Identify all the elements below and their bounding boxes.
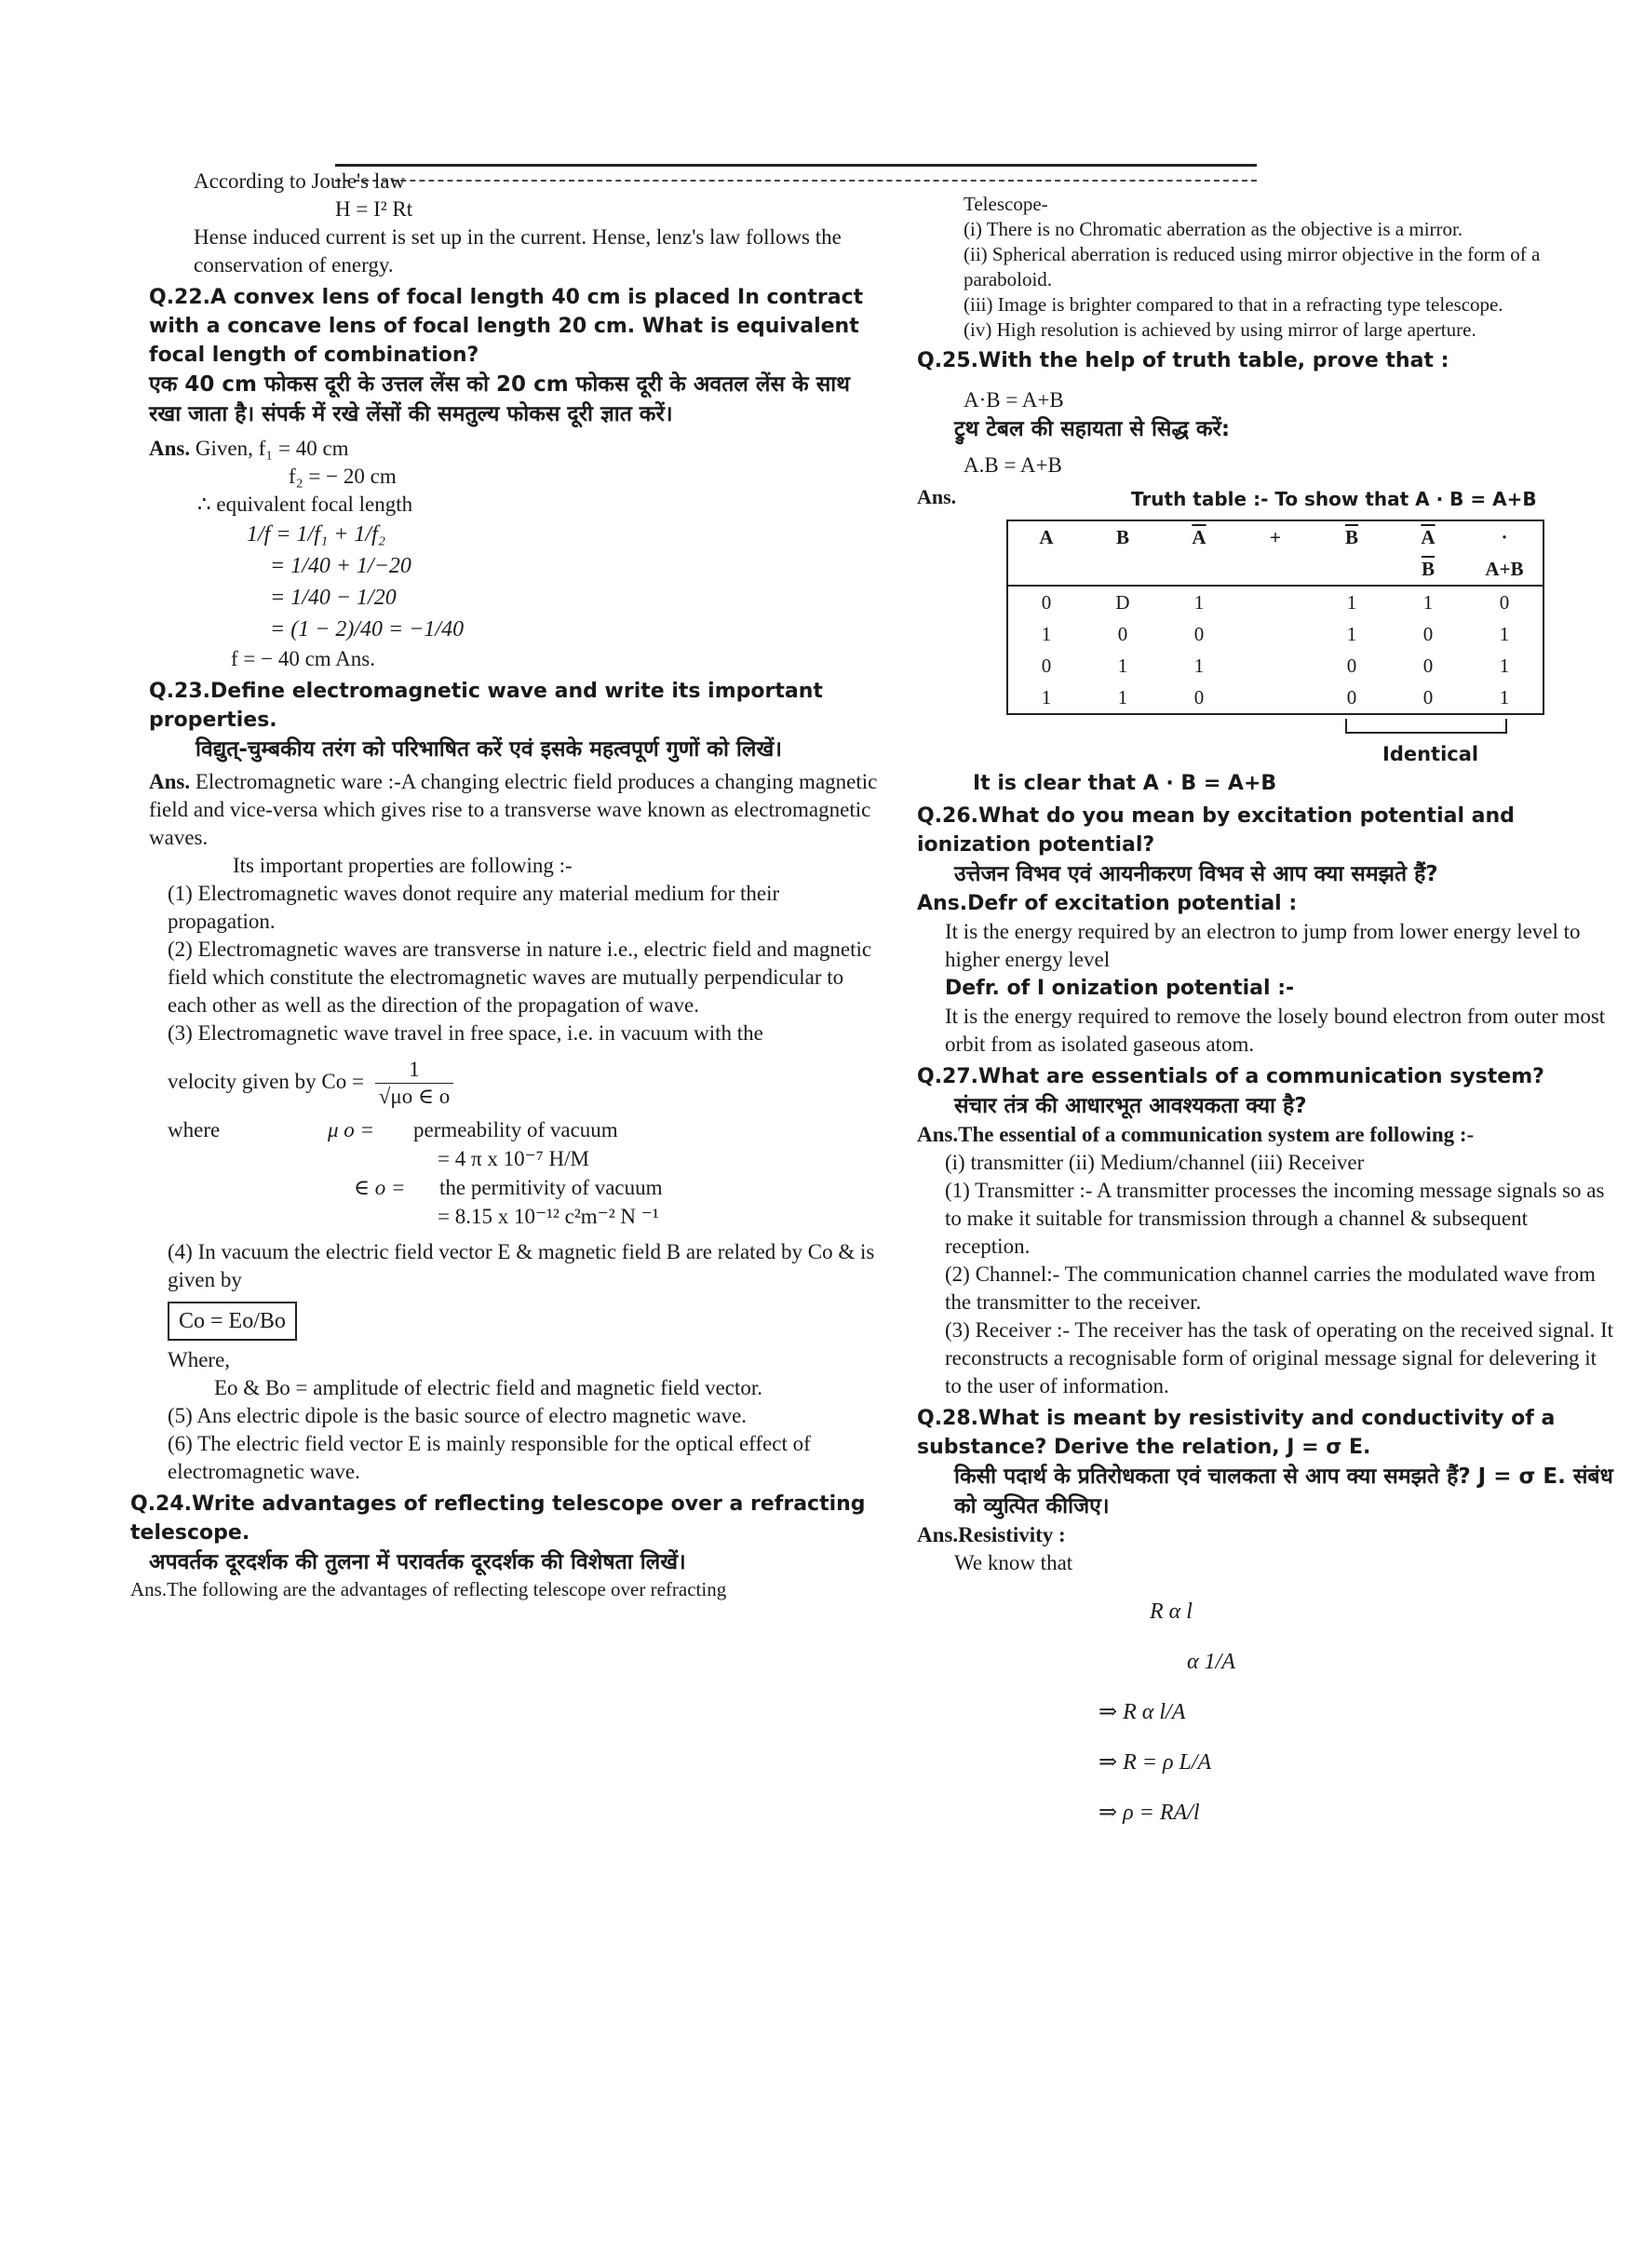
table-cell: 0 — [1346, 685, 1357, 709]
table-cell: D — [1115, 590, 1130, 614]
telescope-adv-2: (ii) Spherical aberration is reduced using mirror objective in the form of a paraboloid. — [964, 243, 1541, 290]
resist-step-5: ⇒ ρ = RA/l — [1099, 1801, 1200, 1825]
q27-hindi: संचार तंत्र की आधारभूत आवश्यकता क्या है? — [954, 1094, 1307, 1118]
ans-label: Ans. — [917, 485, 957, 508]
table-row — [1007, 650, 1543, 682]
lens-result: f = − 40 cm Ans. — [231, 647, 375, 670]
q23-hindi: विद्युत्-चुम्बकीय तरंग को परिभाषित करें एवं इसके महत्वपूर्ण गुणों को लिखें। — [195, 737, 783, 762]
table-cell: 0 — [1193, 622, 1205, 645]
table-cell — [1237, 650, 1314, 682]
q22-given — [149, 435, 884, 463]
table-cell: 1 — [1346, 622, 1357, 645]
prop-3: (3) Electromagnetic wave travel in free space, i.e. in vacuum with the — [168, 1021, 763, 1045]
truth-table-body — [1007, 586, 1543, 714]
ans-label: Ans. — [149, 437, 191, 460]
table-cell — [1237, 618, 1314, 650]
lens-step-3: = 1/40 − 1/20 — [270, 586, 397, 610]
mu-definition: permeability of vacuum — [413, 1118, 618, 1141]
header-plus: + — [1270, 525, 1281, 548]
truth-table-header — [1007, 520, 1543, 553]
table-cell: 1 — [1346, 590, 1357, 614]
header-b: B — [1115, 525, 1129, 548]
ionization-def: It is the energy required to remove the losely bound electron from outer most orbit from as isolated gaseous atom. — [945, 1005, 1606, 1056]
fraction-num: 1 — [375, 1057, 453, 1084]
ionization-title: Defr. of I onization potential :- — [945, 977, 1295, 1000]
left-column — [130, 168, 884, 1602]
right-column — [917, 192, 1615, 1829]
transmitter-def: (1) Transmitter :- A transmitter processes the incoming message signals so as to make it suitable for transmission through a channel & subsequent reception. — [945, 1179, 1605, 1258]
q25-title: Q.25.With the help of truth table, prove that : — [917, 349, 1449, 372]
table-cell: 0 — [1499, 590, 1510, 614]
q27-title: Q.27.What are essentials of a communication system? — [917, 1065, 1544, 1088]
where2-label: Where, — [168, 1348, 231, 1371]
table-cell: 0 — [1422, 654, 1434, 677]
table-cell: 1 — [1117, 685, 1128, 709]
velocity-fraction — [375, 1057, 453, 1110]
q27-list: (i) transmitter (ii) Medium/channel (iii) Receiver — [945, 1151, 1365, 1174]
co-box-row — [149, 1302, 884, 1341]
we-know: We know that — [954, 1551, 1073, 1574]
q25-expr2: A.B = A+B — [964, 453, 1062, 477]
intro-text: Hense induced current is set up in the current. Hense, lenz's law follows the conservation of energy. — [194, 225, 842, 277]
prop-5: (5) Ans electric dipole is the basic source of electro magnetic wave. — [168, 1404, 748, 1427]
mu-value: = 4 π x 10⁻⁷ H/M — [438, 1147, 589, 1170]
eps-row — [149, 1173, 884, 1203]
props-intro: Its important properties are following :- — [233, 854, 573, 877]
given-f1: Given, f₁ = 40 cm — [195, 437, 349, 460]
resist-step-2: α 1/A — [1187, 1650, 1235, 1674]
given-f2: f₂ = − 20 cm — [289, 465, 397, 488]
q23-title: Q.23.Define electromagnetic wave and write its important properties. — [149, 680, 823, 732]
table-cell: 0 — [1193, 685, 1205, 709]
q26-hindi: उत्तेजन विभव एवं आयनीकरण विभव से आप क्या समझते हैं? — [954, 862, 1438, 886]
em-def-text: Electromagnetic ware :-A changing electric field produces a changing magnetic field and vice-versa which gives rise to a transverse wave known as electromagnetic waves. — [149, 770, 878, 849]
resist-step-3: ⇒ R α l/A — [1099, 1700, 1186, 1724]
joule-formula: H = I² Rt — [335, 197, 413, 221]
truth-table-subheader — [1007, 553, 1543, 586]
table-row — [1007, 682, 1543, 714]
table-cell: 1 — [1499, 654, 1510, 677]
telescope-adv-1: (i) There is no Chromatic aberration as the objective is a mirror. — [964, 218, 1463, 240]
header-b-bar-2: $\overline{B}$ — [1390, 553, 1466, 586]
resist-step-1: R α l — [1150, 1600, 1193, 1624]
velocity-label: velocity given by Co = — [168, 1069, 364, 1093]
header-a-plus-b: A+B — [1466, 553, 1543, 586]
q25-expr: A·B = A+B — [964, 388, 1064, 412]
table-cell: 1 — [1422, 590, 1434, 614]
telescope-adv-4: (iv) High resolution is achieved by using mirror of large aperture. — [964, 318, 1476, 341]
mu-row — [149, 1115, 884, 1145]
where-label: where — [168, 1118, 221, 1141]
amplitude-line: Eo & Bo = amplitude of electric field and magnetic field vector. — [214, 1376, 763, 1399]
table-cell — [1237, 586, 1314, 618]
header-a: A — [1039, 525, 1054, 548]
header-dot: · — [1501, 525, 1508, 548]
table-cell: 0 — [1422, 622, 1434, 645]
table-cell: 0 — [1117, 622, 1128, 645]
tt-caption-row — [917, 485, 1615, 514]
table-cell — [1237, 682, 1314, 714]
table-cell: 1 — [1117, 654, 1128, 677]
q26-ans: Ans.Defr of excitation potential : — [917, 892, 1298, 915]
header-b-bar: $\overline{B}$ — [1344, 525, 1358, 548]
eps-value: = 8.15 x 10⁻¹² c²m⁻² N ⁻¹ — [438, 1205, 659, 1228]
prop-2: (2) Electromagnetic waves are transverse in nature i.e., electric field and magnetic field which constitute the electromagnetic waves are mutually perpendicular to each other as well as the direction of the propagation of wave. — [168, 938, 872, 1017]
table-row — [1007, 586, 1543, 618]
excitation-def: It is the energy required by an electron to jump from lower energy level to higher energy level — [945, 920, 1581, 971]
header-a-bar: $\overline{A}$ — [1192, 525, 1206, 548]
prop-6: (6) The electric field vector E is mainly responsible for the optical effect of electromagnetic wave. — [168, 1432, 811, 1483]
lens-step-4: = (1 − 2)/40 = −1/40 — [270, 617, 465, 641]
q25-hindi: ट्रुथ टेबल की सहायता से सिद्ध करें: — [954, 417, 1231, 441]
q28-title: Q.28.What is meant by resistivity and conductivity of a substance? Derive the relation, J = σ E. — [917, 1407, 1556, 1459]
table-cell: 1 — [1193, 590, 1205, 614]
prop-4: (4) In vacuum the electric field vector E & magnetic field B are related by Co & is given by — [168, 1240, 875, 1291]
telescope-label: Telescope- — [964, 193, 1048, 215]
prop-1: (1) Electromagnetic waves donot require any material medium for their propagation. — [168, 882, 780, 933]
fraction-den: √μo ∈ o — [378, 1085, 451, 1108]
receiver-def: (3) Receiver :- The receiver has the task of operating on the received signal. It reconstructs a recognisable form of original message signal for delevering it to the user of information. — [945, 1318, 1614, 1397]
q28-hindi: किसी पदार्थ के प्रतिरोधकता एवं चालकता से आप क्या समझते हैं? J = σ E. संबंध को व्युत्पित कीजिए। — [954, 1465, 1613, 1519]
intro-line: According to Joule's law — [194, 169, 406, 193]
equiv-label: ∴ equivalent focal length — [197, 493, 413, 516]
table-cell: 1 — [1193, 654, 1205, 677]
mu-symbol: μ o = — [328, 1118, 375, 1141]
identical-bracket — [1345, 719, 1507, 734]
q24-ans: Ans.The following are the advantages of reflecting telescope over refracting — [130, 1578, 727, 1600]
truth-table — [1006, 520, 1544, 715]
truth-table-caption: Truth table :- To show that A · B = A+B — [1131, 488, 1537, 510]
resist-step-4: ⇒ R = ρ L/A — [1099, 1750, 1212, 1775]
table-row — [1007, 618, 1543, 650]
q22-title: Q.22.A convex lens of focal length 40 cm is placed In contract with a concave lens of focal length 20 cm. What is equivalent focal length of combination? — [149, 286, 864, 367]
q27-ans: Ans.The essential of a communication system are following :- — [917, 1123, 1475, 1146]
q22-hindi: एक 40 cm फोकस दूरी के उत्तल लेंस को 20 cm फोकस दूरी के अवतल लेंस के साथ रखा जाता है। संपर्क में रखे लेंसों की समतुल्य फोकस दूरी ज्ञात करें। — [149, 372, 850, 426]
table-cell: 0 — [1346, 654, 1357, 677]
velocity-eq — [149, 1057, 884, 1110]
eps-definition: the permitivity of vacuum — [439, 1176, 663, 1199]
q24-hindi: अपवर्तक दूरदर्शक की तुलना में परावर्तक दूरदर्शक की विशेषता लिखें। — [149, 1550, 686, 1574]
em-definition — [149, 768, 884, 852]
table-cell: 0 — [1422, 685, 1434, 709]
q25-conclusion: It is clear that A · B = A+B — [973, 772, 1277, 795]
q26-title: Q.26.What do you mean by excitation potential and ionization potential? — [917, 804, 1515, 857]
q24-title: Q.24.Write advantages of reflecting telescope over a refracting telescope. — [130, 1492, 866, 1545]
table-cell: 1 — [1041, 622, 1052, 645]
table-cell: 0 — [1041, 654, 1052, 677]
ans-label: Ans. — [149, 770, 191, 793]
identical-label: Identical — [1382, 743, 1479, 765]
co-boxed-formula: Co = Eo/Bo — [168, 1302, 297, 1341]
table-cell: 1 — [1041, 685, 1052, 709]
lens-step-2: = 1/40 + 1/−20 — [270, 554, 411, 578]
header-a-bar-2: $\overline{A}$ — [1421, 525, 1436, 548]
table-cell: 1 — [1499, 622, 1510, 645]
eps-symbol: ∈ o = — [354, 1176, 406, 1199]
table-cell: 0 — [1041, 590, 1052, 614]
q28-ans: Ans.Resistivity : — [917, 1523, 1066, 1546]
telescope-adv-3: (iii) Image is brighter compared to that in a refracting type telescope. — [964, 293, 1503, 316]
lens-step-1: 1/f = 1/f₁ + 1/f₂ — [247, 522, 386, 547]
table-cell: 1 — [1499, 685, 1510, 709]
channel-def: (2) Channel:- The communication channel carries the modulated wave from the transmitter to the receiver. — [945, 1262, 1596, 1314]
